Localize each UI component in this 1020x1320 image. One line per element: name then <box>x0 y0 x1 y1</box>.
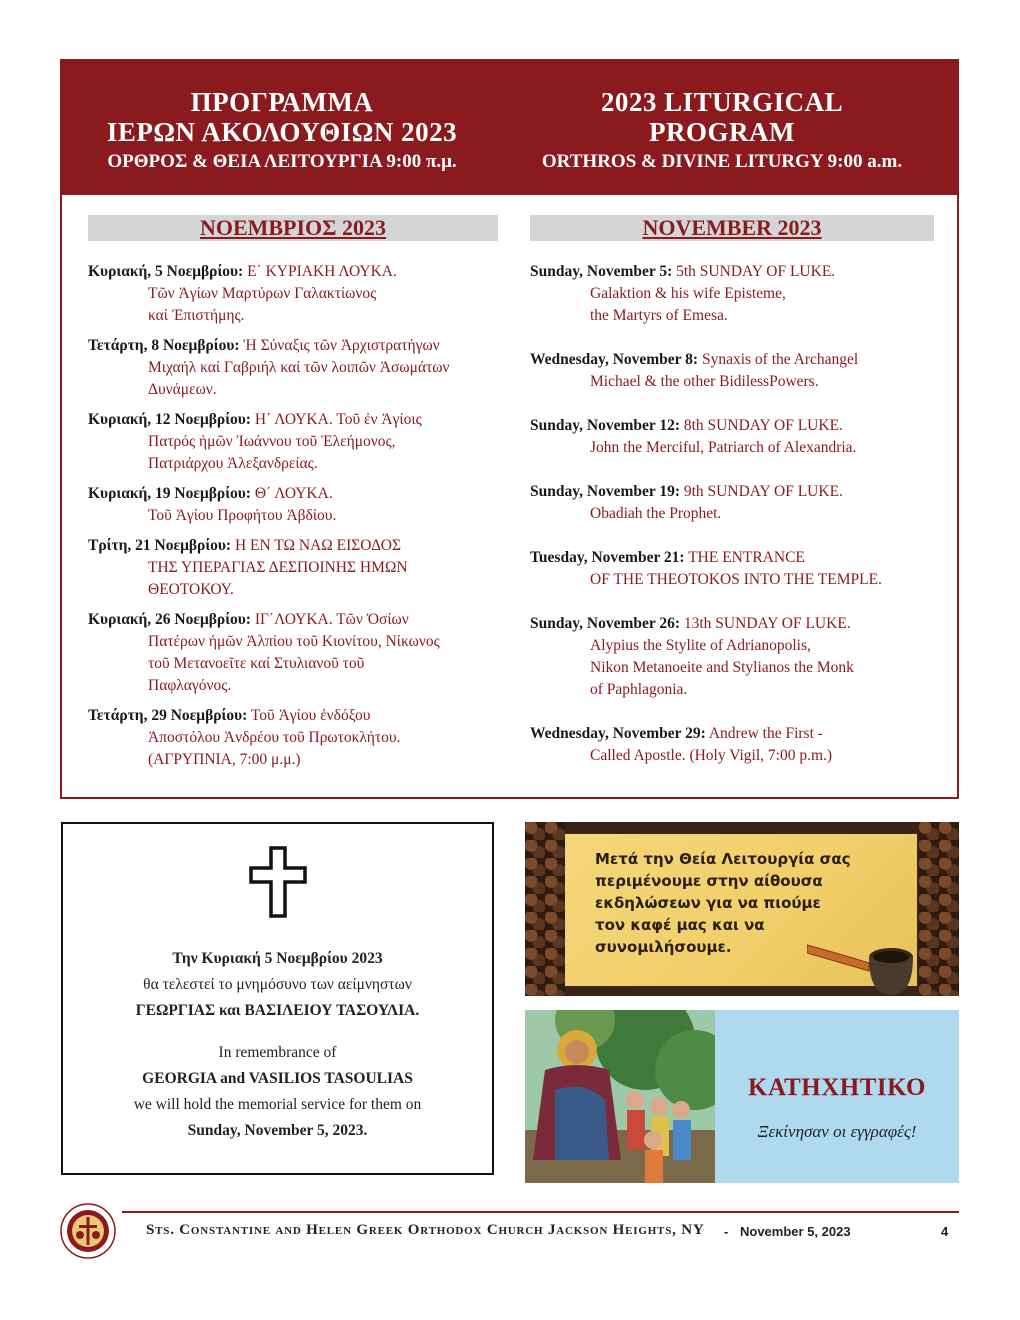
english-schedule-column <box>530 215 940 789</box>
schedule-entry <box>88 609 498 697</box>
entry-title: 13th SUNDAY OF LUKE. <box>683 615 851 632</box>
entry-date: Κυριακή, 12 Νοεμβρίου: <box>88 411 251 428</box>
schedule-entry <box>88 705 498 771</box>
english-header-line2: PROGRAM <box>649 117 795 147</box>
entry-detail-line: ΤΗΣ ΥΠΕΡΑΓΙΑΣ ΔΕΣΠΟΙΝΗΣ ΗΜΩΝ <box>148 559 408 576</box>
entry-detail-line: Πατριάρχου Ἀλεξανδρείας. <box>148 455 318 472</box>
coffee-beans-right <box>919 822 959 996</box>
english-month-heading: NOVEMBER 2023 <box>530 215 934 241</box>
memorial-english-line: we will hold the memorial service for them on <box>133 1096 422 1113</box>
entry-detail-line: John the Merciful, Patriarch of Alexandria. <box>590 439 857 456</box>
schedule-entry <box>530 415 940 459</box>
entry-title: ΙΓ΄ΛΟΥΚΑ. Τῶν Ὁσίων <box>254 611 409 628</box>
coffee-hour-banner <box>525 822 959 996</box>
greek-header-line1: ΠΡΟΓΡΑΜΜΑ <box>190 87 374 117</box>
english-event-list <box>530 261 940 767</box>
coffee-line: Μετά την Θεία Λειτουργία σας <box>595 850 851 868</box>
entry-date: Wednesday, November 29: <box>530 725 706 742</box>
entry-date: Wednesday, November 8: <box>530 351 699 368</box>
schedule-entry <box>530 547 940 591</box>
page-number: 4 <box>941 1224 949 1239</box>
cross-icon <box>249 846 307 918</box>
entry-detail-line: Τῶν Ἁγίων Μαρτύρων Γαλακτίωνος <box>148 285 377 302</box>
schedule-entry <box>88 261 498 327</box>
entry-detail-line: Michael & the other BidilessPowers. <box>590 373 819 390</box>
entry-detail-line: OF THE THEOTOKOS INTO THE TEMPLE. <box>590 571 882 588</box>
entry-title: Ε΄ ΚΥΡΙΑΚΗ ΛΟΥΚΑ. <box>247 263 397 280</box>
entry-date: Sunday, November 19: <box>530 483 680 500</box>
schedule-entry <box>530 613 940 701</box>
entry-date: Sunday, November 26: <box>530 615 680 632</box>
liturgical-program-box <box>60 59 959 799</box>
entry-detail-line: τοῦ Μετανοεῖτε καί Στυλιανοῦ τοῦ <box>148 655 365 672</box>
schedule-entry <box>88 335 498 401</box>
catechism-title: ΚΑΤΗΧΗΤΙΚΟ <box>748 1074 926 1101</box>
memorial-text <box>63 946 492 1144</box>
entry-date: Κυριακή, 5 Νοεμβρίου: <box>88 263 244 280</box>
entry-date: Κυριακή, 19 Νοεμβρίου: <box>88 485 251 502</box>
entry-detail-line: Nikon Metanoeite and Stylianos the Monk <box>590 659 854 676</box>
memorial-english-names: GEORGIA and VASILIOS TASOULIAS <box>142 1070 413 1087</box>
greek-header <box>62 87 502 175</box>
footer-separator: - <box>724 1224 729 1239</box>
schedule-entry <box>530 723 940 767</box>
coffee-line: εκδηλώσεων για να πιούμε <box>595 894 821 912</box>
entry-date: Sunday, November 12: <box>530 417 680 434</box>
entry-detail-line: Μιχαήλ καί Γαβριήλ καί τῶν λοιπῶν Ἀσωμάτων <box>148 359 450 376</box>
christ-teaching-children-icon <box>525 1010 715 1183</box>
schedule-entry <box>88 535 498 601</box>
entry-detail-line: Παφλαγόνος. <box>148 677 232 694</box>
entry-detail-line: of Paphlagonia. <box>590 681 688 698</box>
greek-event-list <box>88 261 498 771</box>
memorial-english-date: Sunday, November 5, 2023. <box>187 1122 368 1139</box>
greek-schedule-column <box>88 215 498 779</box>
greek-header-subtitle: ΟΡΘΡΟΣ & ΘΕΙΑ ΛΕΙΤΟΥΡΓΙΑ 9:00 π.μ. <box>107 151 457 172</box>
memorial-greek-names: ΓΕΩΡΓΙΑΣ και ΒΑΣΙΛΕΙΟΥ ΤΑΣΟΥΛΙΑ. <box>135 1002 420 1019</box>
entry-title: Η΄ ΛΟΥΚΑ. Τοῦ ἐν Ἁγίοις <box>254 411 422 428</box>
entry-title: Ἡ Σύναξις τῶν Ἀρχιστρατήγων <box>243 337 440 354</box>
footer-date: November 5, 2023 <box>740 1224 851 1239</box>
memorial-english-intro: In remembrance of <box>218 1044 337 1061</box>
schedule-entry <box>88 483 498 527</box>
greek-header-line2: ΙΕΡΩΝ ΑΚΟΛΟΥΘΙΩΝ 2023 <box>106 117 458 147</box>
entry-detail-line: Τοῦ Ἁγίου Προφήτου Ἀβδίου. <box>148 507 337 524</box>
entry-date: Κυριακή, 26 Νοεμβρίου: <box>88 611 251 628</box>
entry-title: Η ΕΝ ΤΩ ΝΑΩ ΕΙΣΟΔΟΣ <box>234 537 402 554</box>
footer-divider <box>122 1211 959 1213</box>
entry-detail-line: Πατρός ἡμῶν Ἰωάννου τοῦ Ἐλεήμονος, <box>148 433 396 450</box>
schedule-entry <box>530 261 940 327</box>
entry-detail-line: Galaktion & his wife Episteme, <box>590 285 786 302</box>
schedule-entry <box>530 349 940 393</box>
coffee-line: τον καφέ μας και να <box>595 916 765 934</box>
memorial-notice-box <box>61 822 494 1175</box>
greek-month-heading: ΝΟΕΜΒΡΙΟΣ 2023 <box>88 215 498 241</box>
entry-detail-line: (ΑΓΡΥΠΝΙΑ, 7:00 μ.μ.) <box>148 751 301 768</box>
entry-title: Θ΄ ΛΟΥΚΑ. <box>254 485 333 502</box>
footer-church-name: Sts. Constantine and Helen Greek Orthodox Church Jackson Heights, NY <box>146 1222 705 1238</box>
entry-detail-line: Called Apostle. (Holy Vigil, 7:00 p.m.) <box>590 747 833 764</box>
church-seal-logo <box>60 1203 116 1259</box>
entry-detail-line: Πατέρων ἡμῶν Ἀλπίου τοῦ Κιονίτου, Νίκωνος <box>148 633 440 650</box>
entry-date: Τρίτη, 21 Νοεμβρίου: <box>88 537 232 554</box>
entry-date: Sunday, November 5: <box>530 263 673 280</box>
spacer <box>63 1024 492 1040</box>
entry-title: Andrew the First - <box>708 725 823 742</box>
catechism-banner <box>525 1010 959 1183</box>
coffee-line: περιμένουμε στην αίθουσα <box>595 872 823 890</box>
entry-detail-line: the Martyrs of Emesa. <box>590 307 728 324</box>
english-header-subtitle: ORTHROS & DIVINE LITURGY 9:00 a.m. <box>541 151 903 172</box>
entry-date: Τετάρτη, 29 Νοεμβρίου: <box>88 707 248 724</box>
english-header <box>502 87 942 175</box>
entry-detail-line: Δυνάμεων. <box>148 381 217 398</box>
entry-title: 9th SUNDAY OF LUKE. <box>683 483 843 500</box>
program-header <box>62 61 957 195</box>
coffee-pot-icon <box>807 917 917 996</box>
catechism-subtitle: Ξεκίνησαν οι εγγραφές! <box>757 1122 917 1141</box>
entry-title: Τοῦ Ἁγίου ἐνδόξου <box>250 707 371 724</box>
schedule-entry <box>88 409 498 475</box>
entry-detail-line: Alypius the Stylite of Adrianopolis, <box>590 637 811 654</box>
entry-date: Tuesday, November 21: <box>530 549 685 566</box>
entry-detail-line: καί Ἐπιστήμης. <box>148 307 245 324</box>
entry-title: 8th SUNDAY OF LUKE. <box>683 417 843 434</box>
entry-detail-line: Ἀποστόλου Ἀνδρέου τοῦ Πρωτοκλήτου. <box>148 729 401 746</box>
entry-detail-line: Obadiah the Prophet. <box>590 505 722 522</box>
entry-title: 5th SUNDAY OF LUKE. <box>676 263 836 280</box>
schedule-entry <box>530 481 940 525</box>
english-header-line1: 2023 LITURGICAL <box>600 87 844 117</box>
memorial-greek-line: θα τελεστεί το μνημόσυνο των αείμνηστων <box>143 976 412 993</box>
entry-date: Τετάρτη, 8 Νοεμβρίου: <box>88 337 240 354</box>
entry-title: THE ENTRANCE <box>688 549 805 566</box>
coffee-beans-left <box>525 822 565 996</box>
entry-title: Synaxis of the Archangel <box>701 351 859 368</box>
entry-detail-line: ΘΕΟΤΟΚΟΥ. <box>148 581 234 598</box>
coffee-line: συνομιλήσουμε. <box>595 938 732 956</box>
memorial-greek-date: Την Κυριακή 5 Νοεμβρίου 2023 <box>172 950 383 967</box>
